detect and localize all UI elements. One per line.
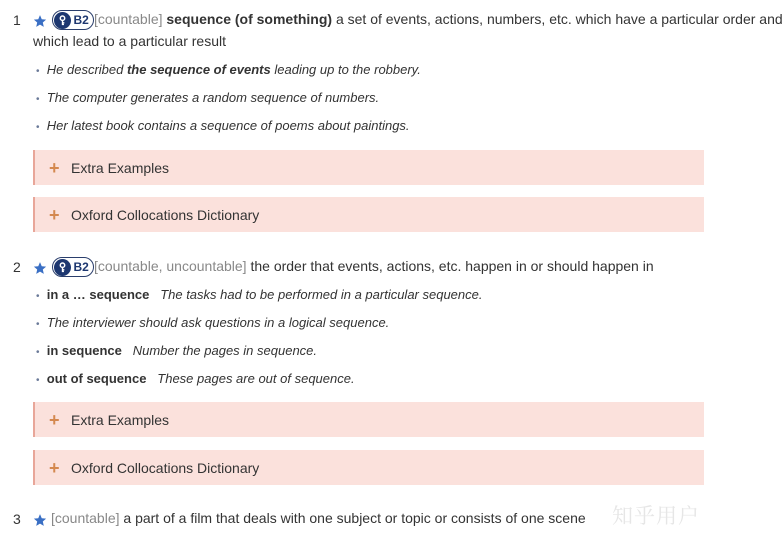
star-icon [33, 14, 47, 28]
example: • in sequence Number the pages in sequence. [36, 343, 318, 358]
oxford-3000-key-icon [54, 12, 71, 29]
panel-label: Oxford Collocations Dictionary [71, 459, 260, 476]
definition: a part of a film that deals with one subject or topic or consists of one scene [123, 510, 586, 526]
panel-label: Extra Examples [71, 159, 170, 176]
panel-label: Extra Examples [71, 411, 170, 428]
definition-line-1 [94, 9, 783, 30]
extra-examples-panel[interactable] [33, 150, 704, 185]
plus-icon: + [49, 157, 60, 178]
example: • in a … sequence The tasks had to be performed in a particular sequence. [36, 287, 483, 302]
level-label: B2 [73, 13, 89, 27]
example-collocation: in a … sequence [46, 287, 150, 302]
example: • out of sequence These pages are out of sequence. [36, 371, 355, 386]
plus-icon: + [49, 457, 60, 478]
extra-examples-panel[interactable] [33, 402, 704, 437]
example: • The interviewer should ask questions in a logical sequence. [36, 315, 390, 330]
definition-line-2: which lead to a particular result [33, 33, 226, 49]
level-badge [52, 10, 94, 30]
plus-icon: + [49, 204, 60, 225]
grammar-label: [countable, uncountable] [94, 258, 247, 274]
panel-label: Oxford Collocations Dictionary [71, 206, 260, 223]
example-collocation: in sequence [46, 343, 122, 358]
watermark: 知乎用户 [612, 504, 700, 528]
oxford-3000-key-icon [54, 259, 71, 276]
definition: a set of events, actions, numbers, etc. which have a particular order and [335, 11, 783, 27]
level-badge [52, 257, 94, 277]
sense-number: 2 [13, 259, 21, 275]
level-label: B2 [73, 260, 89, 274]
example: • The computer generates a random sequence of numbers. [36, 90, 380, 105]
grammar-label: [countable] [94, 11, 163, 27]
collocations-panel[interactable] [33, 197, 704, 232]
star-icon [33, 513, 47, 527]
example: • He described the sequence of events leading up to the robbery. [36, 62, 421, 77]
definition: the order that events, actions, etc. happen in or should happen in [250, 258, 654, 274]
sense-number: 1 [13, 12, 21, 28]
collocations-panel[interactable] [33, 450, 704, 485]
grammar-label: [countable] [51, 510, 120, 526]
definition-line-1 [94, 256, 654, 277]
definition-line-1 [51, 508, 586, 529]
sense-number: 3 [13, 511, 21, 527]
example-highlight: the sequence of events [126, 62, 271, 77]
example: • Her latest book contains a sequence of poems about paintings. [36, 118, 410, 133]
star-icon [33, 261, 47, 275]
collocation: sequence (of something) [166, 11, 333, 27]
plus-icon: + [49, 409, 60, 430]
example-collocation: out of sequence [46, 371, 147, 386]
